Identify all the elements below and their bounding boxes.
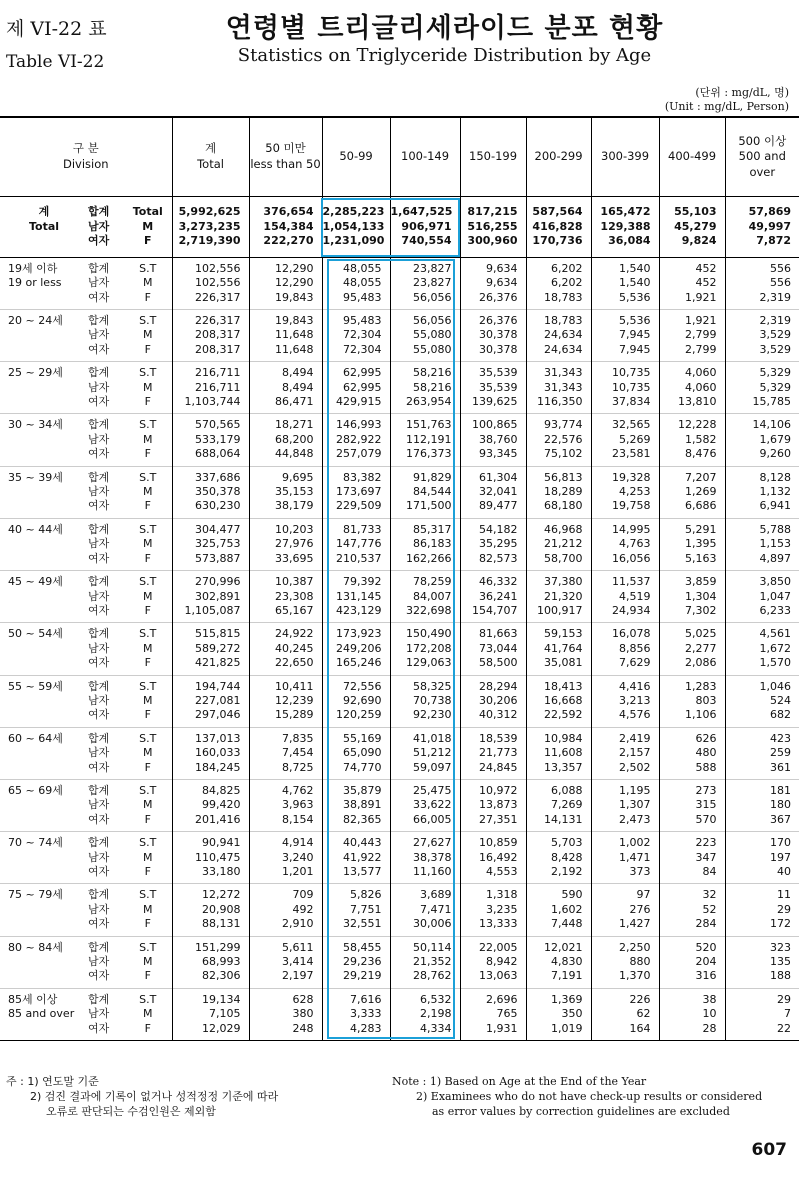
col-400-499: 400-499 xyxy=(659,117,725,197)
age-group-label: 85세 이상 85 and over xyxy=(8,992,75,1021)
age-group-label: 30 ~ 34세 xyxy=(8,418,63,432)
value-cell: 19,843 11,648 11,648 xyxy=(249,310,322,362)
sex-label-kr: 합계 남자 여자 xyxy=(88,418,110,461)
value-cell: 5,703 8,428 2,192 xyxy=(526,832,591,884)
value-cell: 38 10 28 xyxy=(659,988,725,1040)
sex-label-kr: 합계 남자 여자 xyxy=(88,470,110,513)
table-number-kr: 제 VI-22 표 xyxy=(6,18,107,40)
age-group-label: 계 Total xyxy=(28,205,60,233)
note-en-line: as error values by correction guidelines are excluded xyxy=(432,1105,730,1118)
sex-label-kr: 합계 남자 여자 xyxy=(88,940,110,983)
value-cell: 81,663 73,044 58,500 xyxy=(460,623,526,675)
value-cell: 46,332 36,241 154,707 xyxy=(460,571,526,623)
value-cell: 1,318 3,235 13,333 xyxy=(460,884,526,936)
table-row xyxy=(0,675,799,727)
value-cell: 26,376 30,378 30,378 xyxy=(460,310,526,362)
value-cell: 226 62 164 xyxy=(591,988,659,1040)
value-cell: 520 204 316 xyxy=(659,936,725,988)
age-group-label: 55 ~ 59세 xyxy=(8,679,63,693)
col-500-over: 500 이상 500 and over xyxy=(725,117,799,197)
value-cell: 452 452 1,921 xyxy=(659,257,725,309)
value-cell: 2,319 3,529 3,529 xyxy=(725,310,799,362)
value-cell: 10,411 12,239 15,289 xyxy=(249,675,322,727)
sex-label-kr: 합계 남자 여자 xyxy=(88,783,110,826)
value-cell: 2,285,223 1,054,133 1,231,090 xyxy=(322,197,390,258)
value-cell: 628 380 248 xyxy=(249,988,322,1040)
col-total: 계 Total xyxy=(172,117,249,197)
sex-label-kr: 합계 남자 여자 xyxy=(88,522,110,565)
value-cell: 150,490 172,208 129,063 xyxy=(390,623,460,675)
value-cell: 14,995 4,763 16,056 xyxy=(591,518,659,570)
sex-label-kr: 합계 남자 여자 xyxy=(88,888,110,931)
note-en-line: Note : 1) Based on Age at the End of the Year xyxy=(392,1075,647,1088)
value-cell: 50,114 21,352 28,762 xyxy=(390,936,460,988)
sex-label-kr: 합계 남자 여자 xyxy=(88,261,110,304)
value-cell: 6,532 2,198 4,334 xyxy=(390,988,460,1040)
value-cell: 3,850 1,047 6,233 xyxy=(725,571,799,623)
page-title-kr: 연령별 트리글리세라이드 분포 현황 xyxy=(225,13,664,44)
sex-code: Total M F xyxy=(132,205,163,248)
value-cell: 12,228 1,582 8,476 xyxy=(659,414,725,466)
value-cell: 1,540 1,540 5,536 xyxy=(591,257,659,309)
value-cell: 9,634 9,634 26,376 xyxy=(460,257,526,309)
sex-code: S.T M F xyxy=(139,522,157,565)
page-title-en: Statistics on Triglyceride Distribution by Age xyxy=(237,45,652,66)
value-cell: 223 347 84 xyxy=(659,832,725,884)
value-cell: 170 197 40 xyxy=(725,832,799,884)
sex-code: S.T M F xyxy=(139,992,157,1035)
table-row xyxy=(0,727,799,779)
value-cell: 14,106 1,679 9,260 xyxy=(725,414,799,466)
note-kr-line: 주 : 1) 연도말 기준 xyxy=(6,1075,99,1088)
value-cell: 56,056 55,080 55,080 xyxy=(390,310,460,362)
value-cell: 18,539 21,773 24,845 xyxy=(460,727,526,779)
table-row xyxy=(0,936,799,988)
col-200-299: 200-299 xyxy=(526,117,591,197)
value-cell: 7,616 3,333 4,283 xyxy=(322,988,390,1040)
value-cell: 3,689 7,471 30,006 xyxy=(390,884,460,936)
value-cell: 337,686 350,378 630,230 xyxy=(172,466,249,518)
sex-label-kr: 합계 남자 여자 xyxy=(88,731,110,774)
value-cell: 62,995 62,995 429,915 xyxy=(322,362,390,414)
value-cell: 273 315 570 xyxy=(659,779,725,831)
value-cell: 97 276 1,427 xyxy=(591,884,659,936)
value-cell: 56,813 18,289 68,180 xyxy=(526,466,591,518)
value-cell: 79,392 131,145 423,129 xyxy=(322,571,390,623)
value-cell: 18,783 24,634 24,634 xyxy=(526,310,591,362)
sex-code: S.T M F xyxy=(139,940,157,983)
value-cell: 3,859 1,304 7,302 xyxy=(659,571,725,623)
value-cell: 40,443 41,922 13,577 xyxy=(322,832,390,884)
value-cell: 12,272 20,908 88,131 xyxy=(172,884,249,936)
value-cell: 22,005 8,942 13,063 xyxy=(460,936,526,988)
table-number-en: Table VI-22 xyxy=(6,52,105,72)
value-cell: 5,788 1,153 4,897 xyxy=(725,518,799,570)
value-cell: 304,477 325,753 573,887 xyxy=(172,518,249,570)
value-cell: 146,993 282,922 257,079 xyxy=(322,414,390,466)
value-cell: 151,299 68,993 82,306 xyxy=(172,936,249,988)
value-cell: 423 259 361 xyxy=(725,727,799,779)
table-row xyxy=(0,571,799,623)
age-group-label: 60 ~ 64세 xyxy=(8,731,63,745)
sex-label-kr: 합계 남자 여자 xyxy=(88,627,110,670)
value-cell: 8,494 8,494 86,471 xyxy=(249,362,322,414)
table-row xyxy=(0,779,799,831)
value-cell: 59,153 41,764 35,081 xyxy=(526,623,591,675)
table-row xyxy=(0,832,799,884)
age-group-label: 65 ~ 69세 xyxy=(8,783,63,797)
table-row xyxy=(0,988,799,1040)
value-cell: 18,413 16,668 22,592 xyxy=(526,675,591,727)
value-cell: 84,825 99,420 201,416 xyxy=(172,779,249,831)
value-cell: 2,250 880 1,370 xyxy=(591,936,659,988)
age-group-label: 50 ~ 54세 xyxy=(8,627,63,641)
value-cell: 46,968 21,212 58,700 xyxy=(526,518,591,570)
sex-code: S.T M F xyxy=(139,627,157,670)
sex-code: S.T M F xyxy=(139,261,157,304)
table-row xyxy=(0,257,799,309)
sex-label-kr: 합계 남자 여자 xyxy=(88,314,110,356)
value-cell: 35,879 38,891 82,365 xyxy=(322,779,390,831)
page-number: 607 xyxy=(751,1140,787,1160)
col-division: 구 분 Division xyxy=(62,141,109,171)
value-cell: 226,317 208,317 208,317 xyxy=(172,310,249,362)
value-cell: 10,972 13,873 27,351 xyxy=(460,779,526,831)
value-cell: 181 180 367 xyxy=(725,779,799,831)
value-cell: 1,921 2,799 2,799 xyxy=(659,310,725,362)
table-row xyxy=(0,466,799,518)
value-cell: 90,941 110,475 33,180 xyxy=(172,832,249,884)
value-cell: 570,565 533,179 688,064 xyxy=(172,414,249,466)
value-cell: 1,046 524 682 xyxy=(725,675,799,727)
age-group-label: 80 ~ 84세 xyxy=(8,940,63,954)
value-cell: 4,561 1,672 1,570 xyxy=(725,623,799,675)
value-cell: 19,328 4,253 19,758 xyxy=(591,466,659,518)
value-cell: 29 7 22 xyxy=(725,988,799,1040)
age-group-label: 19세 이하 19 or less xyxy=(8,261,62,290)
value-cell: 57,869 49,997 7,872 xyxy=(725,197,799,258)
value-cell: 55,169 65,090 74,770 xyxy=(322,727,390,779)
age-group-label: 70 ~ 74세 xyxy=(8,836,63,850)
value-cell: 72,556 92,690 120,259 xyxy=(322,675,390,727)
value-cell: 587,564 416,828 170,736 xyxy=(526,197,591,258)
note-kr-line: 오류로 판단되는 수검인원은 제외함 xyxy=(46,1105,216,1118)
value-cell: 323 135 188 xyxy=(725,936,799,988)
value-cell: 8,128 1,132 6,941 xyxy=(725,466,799,518)
value-cell: 58,325 70,738 92,230 xyxy=(390,675,460,727)
value-cell: 91,829 84,544 171,500 xyxy=(390,466,460,518)
value-cell: 23,827 23,827 56,056 xyxy=(390,257,460,309)
sex-code: S.T M F xyxy=(139,679,157,722)
value-cell: 7,835 7,454 8,725 xyxy=(249,727,322,779)
value-cell: 4,416 3,213 4,576 xyxy=(591,675,659,727)
sex-label-kr: 합계 남자 여자 xyxy=(88,366,110,409)
value-cell: 5,025 2,277 2,086 xyxy=(659,623,725,675)
table-row xyxy=(0,197,799,258)
table-row xyxy=(0,884,799,936)
sex-label-kr: 합계 남자 여자 xyxy=(88,992,110,1035)
triglyceride-table xyxy=(0,116,799,1041)
age-group-label: 35 ~ 39세 xyxy=(8,470,63,484)
table-row xyxy=(0,414,799,466)
age-group-label: 45 ~ 49세 xyxy=(8,575,63,589)
unit-label-en: (Unit : mg/dL, Person) xyxy=(664,100,789,113)
sex-code: S.T M F xyxy=(139,314,157,356)
value-cell: 590 1,602 7,448 xyxy=(526,884,591,936)
value-cell: 1,369 350 1,019 xyxy=(526,988,591,1040)
value-cell: 55,103 45,279 9,824 xyxy=(659,197,725,258)
value-cell: 12,021 4,830 7,191 xyxy=(526,936,591,988)
col-less-than-50: 50 미만 less than 50 xyxy=(249,117,322,197)
age-group-label: 20 ~ 24세 xyxy=(8,314,63,327)
value-cell: 58,455 29,236 29,219 xyxy=(322,936,390,988)
value-cell: 165,472 129,388 36,084 xyxy=(591,197,659,258)
value-cell: 7,207 1,269 6,686 xyxy=(659,466,725,518)
sex-label-kr: 합계 남자 여자 xyxy=(88,679,110,722)
sex-code: S.T M F xyxy=(139,731,157,774)
table-row xyxy=(0,623,799,675)
col-300-399: 300-399 xyxy=(591,117,659,197)
value-cell: 102,556 102,556 226,317 xyxy=(172,257,249,309)
sex-code: S.T M F xyxy=(139,418,157,461)
value-cell: 10,203 27,976 33,695 xyxy=(249,518,322,570)
value-cell: 100,865 38,760 93,345 xyxy=(460,414,526,466)
value-cell: 5,611 3,414 2,197 xyxy=(249,936,322,988)
age-group-label: 25 ~ 29세 xyxy=(8,366,63,380)
notes-en xyxy=(392,1074,762,1119)
value-cell: 173,923 249,206 165,246 xyxy=(322,623,390,675)
table-row xyxy=(0,310,799,362)
value-cell: 515,815 589,272 421,825 xyxy=(172,623,249,675)
value-cell: 2,696 765 1,931 xyxy=(460,988,526,1040)
unit-label-kr: (단위 : mg/dL, 명) xyxy=(695,86,789,99)
value-cell: 18,271 68,200 44,848 xyxy=(249,414,322,466)
value-cell: 709 492 2,910 xyxy=(249,884,322,936)
value-cell: 32 52 284 xyxy=(659,884,725,936)
value-cell: 10,859 16,492 4,553 xyxy=(460,832,526,884)
value-cell: 4,060 4,060 13,810 xyxy=(659,362,725,414)
note-en-line: 2) Examinees who do not have check-up results or considered xyxy=(416,1090,763,1103)
table-body xyxy=(0,197,799,1041)
value-cell: 11,537 4,519 24,934 xyxy=(591,571,659,623)
value-cell: 41,018 51,212 59,097 xyxy=(390,727,460,779)
value-cell: 54,182 35,295 82,573 xyxy=(460,518,526,570)
value-cell: 4,914 3,240 1,201 xyxy=(249,832,322,884)
value-cell: 6,202 6,202 18,783 xyxy=(526,257,591,309)
value-cell: 270,996 302,891 1,105,087 xyxy=(172,571,249,623)
value-cell: 4,762 3,963 8,154 xyxy=(249,779,322,831)
sex-label-kr: 합계 남자 여자 xyxy=(88,205,110,248)
col-50-99: 50-99 xyxy=(322,117,390,197)
value-cell: 817,215 516,255 300,960 xyxy=(460,197,526,258)
value-cell: 83,382 173,697 229,509 xyxy=(322,466,390,518)
note-kr-line: 2) 검진 결과에 기록이 없거나 성적정정 기준에 따라 xyxy=(30,1090,279,1103)
table-row xyxy=(0,518,799,570)
value-cell: 2,419 2,157 2,502 xyxy=(591,727,659,779)
value-cell: 151,763 112,191 176,373 xyxy=(390,414,460,466)
value-cell: 32,565 5,269 23,581 xyxy=(591,414,659,466)
value-cell: 48,055 48,055 95,483 xyxy=(322,257,390,309)
sex-code: S.T M F xyxy=(139,888,157,931)
col-100-149: 100-149 xyxy=(390,117,460,197)
value-cell: 5,826 7,751 32,551 xyxy=(322,884,390,936)
value-cell: 58,216 58,216 263,954 xyxy=(390,362,460,414)
value-cell: 1,195 1,307 2,473 xyxy=(591,779,659,831)
value-cell: 81,733 147,776 210,537 xyxy=(322,518,390,570)
value-cell: 25,475 33,622 66,005 xyxy=(390,779,460,831)
value-cell: 12,290 12,290 19,843 xyxy=(249,257,322,309)
age-group-label: 75 ~ 79세 xyxy=(8,888,63,902)
value-cell: 16,078 8,856 7,629 xyxy=(591,623,659,675)
value-cell: 1,283 803 1,106 xyxy=(659,675,725,727)
value-cell: 5,329 5,329 15,785 xyxy=(725,362,799,414)
value-cell: 35,539 35,539 139,625 xyxy=(460,362,526,414)
value-cell: 10,735 10,735 37,834 xyxy=(591,362,659,414)
header-row xyxy=(0,117,799,197)
sex-code: S.T M F xyxy=(139,836,157,878)
value-cell: 1,002 1,471 373 xyxy=(591,832,659,884)
value-cell: 78,259 84,007 322,698 xyxy=(390,571,460,623)
value-cell: 216,711 216,711 1,103,744 xyxy=(172,362,249,414)
value-cell: 93,774 22,576 75,102 xyxy=(526,414,591,466)
value-cell: 95,483 72,304 72,304 xyxy=(322,310,390,362)
value-cell: 24,922 40,245 22,650 xyxy=(249,623,322,675)
value-cell: 85,317 86,183 162,266 xyxy=(390,518,460,570)
value-cell: 19,134 7,105 12,029 xyxy=(172,988,249,1040)
value-cell: 556 556 2,319 xyxy=(725,257,799,309)
value-cell: 5,291 1,395 5,163 xyxy=(659,518,725,570)
value-cell: 1,647,525 906,971 740,554 xyxy=(390,197,460,258)
sex-code: S.T M F xyxy=(139,470,157,513)
value-cell: 10,984 11,608 13,357 xyxy=(526,727,591,779)
sex-code: S.T M F xyxy=(139,575,157,617)
value-cell: 6,088 7,269 14,131 xyxy=(526,779,591,831)
sex-code: S.T M F xyxy=(139,366,157,409)
sex-code: S.T M F xyxy=(139,783,157,826)
value-cell: 61,304 32,041 89,477 xyxy=(460,466,526,518)
sex-label-kr: 합계 남자 여자 xyxy=(88,575,110,617)
value-cell: 9,695 35,153 38,179 xyxy=(249,466,322,518)
sex-label-kr: 합계 남자 여자 xyxy=(88,836,110,878)
value-cell: 31,343 31,343 116,350 xyxy=(526,362,591,414)
value-cell: 137,013 160,033 184,245 xyxy=(172,727,249,779)
value-cell: 5,536 7,945 7,945 xyxy=(591,310,659,362)
value-cell: 626 480 588 xyxy=(659,727,725,779)
value-cell: 28,294 30,206 40,312 xyxy=(460,675,526,727)
value-cell: 11 29 172 xyxy=(725,884,799,936)
col-150-199: 150-199 xyxy=(460,117,526,197)
value-cell: 376,654 154,384 222,270 xyxy=(249,197,322,258)
value-cell: 37,380 21,320 100,917 xyxy=(526,571,591,623)
value-cell: 10,387 23,308 65,167 xyxy=(249,571,322,623)
notes-kr xyxy=(6,1074,278,1119)
table-row xyxy=(0,362,799,414)
value-cell: 194,744 227,081 297,046 xyxy=(172,675,249,727)
value-cell: 5,992,625 3,273,235 2,719,390 xyxy=(172,197,249,258)
age-group-label: 40 ~ 44세 xyxy=(8,522,63,536)
value-cell: 27,627 38,378 11,160 xyxy=(390,832,460,884)
